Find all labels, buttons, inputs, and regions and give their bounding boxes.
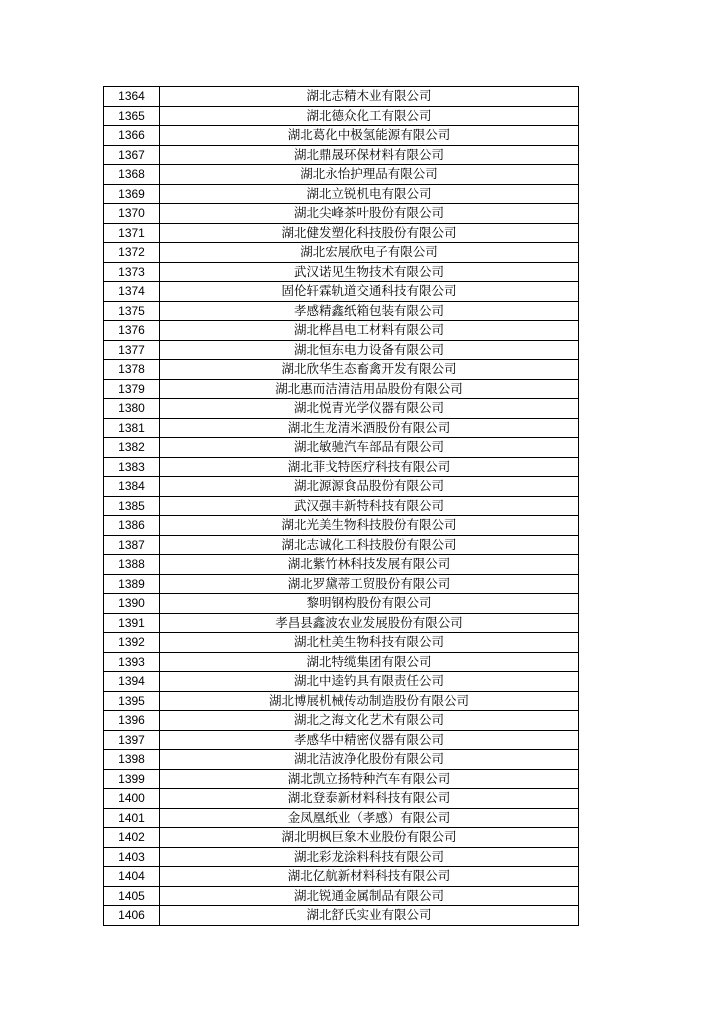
row-number: 1372 [104,243,160,263]
row-number: 1365 [104,106,160,126]
table-row [104,243,579,263]
table-row [104,477,579,497]
table-row [104,574,579,594]
row-number: 1376 [104,321,160,341]
company-name: 武汉强丰新特科技有限公司 [160,496,579,516]
table-row [104,886,579,906]
table-row [104,769,579,789]
company-name: 孝昌县鑫波农业发展股份有限公司 [160,613,579,633]
company-name: 金凤凰纸业（孝感）有限公司 [160,808,579,828]
company-name: 孝感华中精密仪器有限公司 [160,730,579,750]
row-number: 1396 [104,711,160,731]
row-number: 1371 [104,223,160,243]
table-row [104,808,579,828]
company-name: 湖北源源食品股份有限公司 [160,477,579,497]
company-name: 湖北菲戈特医疗科技有限公司 [160,457,579,477]
company-name: 湖北中逵钓具有限责任公司 [160,672,579,692]
table-row [104,204,579,224]
table-row [104,633,579,653]
row-number: 1390 [104,594,160,614]
table-row [104,165,579,185]
company-name: 湖北亿航新材料科技有限公司 [160,867,579,887]
row-number: 1406 [104,906,160,926]
company-name: 湖北恒东电力设备有限公司 [160,340,579,360]
company-list-table [103,86,579,926]
company-name: 湖北敏驰汽车部品有限公司 [160,438,579,458]
table-row [104,301,579,321]
table-row [104,535,579,555]
table-row [104,145,579,165]
company-name: 湖北欣华生态畜禽开发有限公司 [160,360,579,380]
row-number: 1394 [104,672,160,692]
row-number: 1395 [104,691,160,711]
company-name: 湖北洁波净化股份有限公司 [160,750,579,770]
table-row [104,555,579,575]
row-number: 1398 [104,750,160,770]
row-number: 1378 [104,360,160,380]
table-row [104,906,579,926]
company-name: 湖北光美生物科技股份有限公司 [160,516,579,536]
row-number: 1387 [104,535,160,555]
company-name: 湖北桦昌电工材料有限公司 [160,321,579,341]
company-name: 湖北宏展欣电子有限公司 [160,243,579,263]
row-number: 1381 [104,418,160,438]
company-name: 湖北舒氏实业有限公司 [160,906,579,926]
row-number: 1400 [104,789,160,809]
company-name: 湖北博展机械传动制造股份有限公司 [160,691,579,711]
row-number: 1379 [104,379,160,399]
row-number: 1397 [104,730,160,750]
table-row [104,828,579,848]
table-body [104,87,579,926]
table-row [104,672,579,692]
company-name: 湖北葛化中极氢能源有限公司 [160,126,579,146]
company-name: 黎明钢构股份有限公司 [160,594,579,614]
row-number: 1404 [104,867,160,887]
row-number: 1366 [104,126,160,146]
company-name: 湖北生龙清米酒股份有限公司 [160,418,579,438]
row-number: 1364 [104,87,160,107]
company-name: 湖北明枫巨象木业股份有限公司 [160,828,579,848]
table-row [104,126,579,146]
company-name: 武汉诺见生物技术有限公司 [160,262,579,282]
table-row [104,399,579,419]
table-row [104,87,579,107]
row-number: 1374 [104,282,160,302]
company-name: 湖北罗黛蒂工贸股份有限公司 [160,574,579,594]
row-number: 1399 [104,769,160,789]
table-row [104,106,579,126]
table-row [104,223,579,243]
table-row [104,750,579,770]
table-row [104,379,579,399]
company-name: 湖北之海文化艺术有限公司 [160,711,579,731]
row-number: 1392 [104,633,160,653]
table-row [104,360,579,380]
company-name: 湖北彩龙涂料科技有限公司 [160,847,579,867]
row-number: 1382 [104,438,160,458]
company-name: 孝感精鑫纸箱包装有限公司 [160,301,579,321]
table-row [104,340,579,360]
table-row [104,438,579,458]
company-name: 湖北紫竹林科技发展有限公司 [160,555,579,575]
row-number: 1368 [104,165,160,185]
company-name: 湖北特缆集团有限公司 [160,652,579,672]
row-number: 1369 [104,184,160,204]
table-row [104,262,579,282]
row-number: 1393 [104,652,160,672]
row-number: 1380 [104,399,160,419]
table-row [104,594,579,614]
table-row [104,652,579,672]
company-name: 湖北凯立扬特种汽车有限公司 [160,769,579,789]
row-number: 1391 [104,613,160,633]
company-name: 湖北健发塑化科技股份有限公司 [160,223,579,243]
table-row [104,184,579,204]
table-row [104,867,579,887]
company-name: 湖北尖峰茶叶股份有限公司 [160,204,579,224]
row-number: 1384 [104,477,160,497]
table-row [104,789,579,809]
row-number: 1386 [104,516,160,536]
table-row [104,496,579,516]
company-name: 固伦轩霖轨道交通科技有限公司 [160,282,579,302]
row-number: 1403 [104,847,160,867]
table-row [104,418,579,438]
row-number: 1373 [104,262,160,282]
table-row [104,516,579,536]
table-row [104,730,579,750]
table-row [104,691,579,711]
row-number: 1367 [104,145,160,165]
row-number: 1383 [104,457,160,477]
company-name: 湖北杜美生物科技有限公司 [160,633,579,653]
company-name: 湖北鼎晟环保材料有限公司 [160,145,579,165]
company-name: 湖北德众化工有限公司 [160,106,579,126]
company-name: 湖北登泰新材料科技有限公司 [160,789,579,809]
row-number: 1389 [104,574,160,594]
row-number: 1377 [104,340,160,360]
table-row [104,321,579,341]
company-name: 湖北永怡护理品有限公司 [160,165,579,185]
table-row [104,711,579,731]
row-number: 1370 [104,204,160,224]
row-number: 1388 [104,555,160,575]
row-number: 1385 [104,496,160,516]
row-number: 1401 [104,808,160,828]
company-name: 湖北志诚化工科技股份有限公司 [160,535,579,555]
table-row [104,282,579,302]
row-number: 1375 [104,301,160,321]
table-row [104,613,579,633]
table-row [104,847,579,867]
company-name: 湖北锐通金属制品有限公司 [160,886,579,906]
company-name: 湖北惠而洁清洁用品股份有限公司 [160,379,579,399]
company-name: 湖北悦青光学仪器有限公司 [160,399,579,419]
row-number: 1405 [104,886,160,906]
company-name: 湖北志精木业有限公司 [160,87,579,107]
table-row [104,457,579,477]
row-number: 1402 [104,828,160,848]
company-name: 湖北立锐机电有限公司 [160,184,579,204]
